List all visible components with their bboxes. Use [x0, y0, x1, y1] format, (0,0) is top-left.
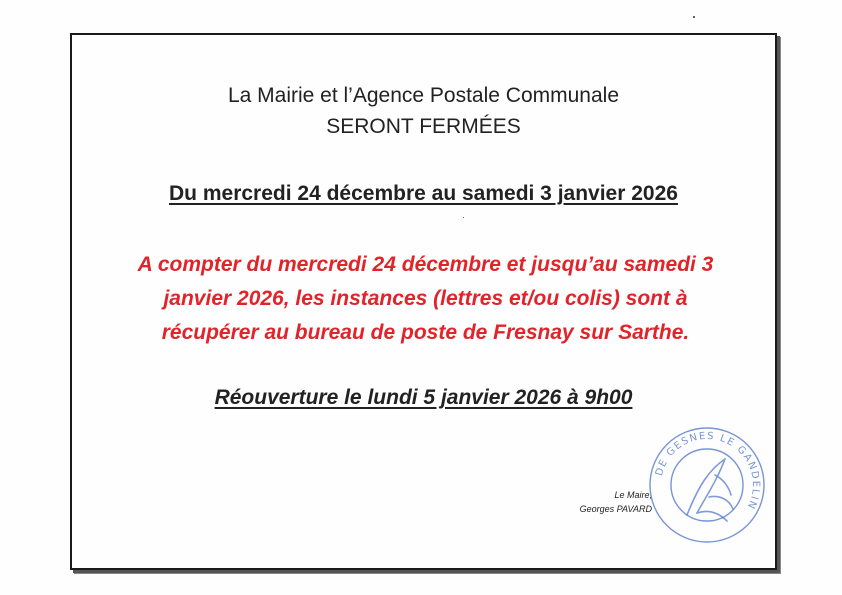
reopening-date: Réouverture le lundi 5 janvier 2026 à 9h00	[214, 386, 633, 409]
instructions-line-2: janvier 2026, les instances (lettres et/ou colis) sont à	[163, 287, 688, 310]
mairie-stamp	[647, 425, 767, 545]
notice-frame	[70, 33, 777, 570]
stamp-ring-text: DE GESNES LE GANDELIN	[653, 430, 762, 512]
instructions-line-1: A compter du mercredi 24 décembre et jusqu’au samedi 3	[137, 253, 714, 276]
closure-dates: Du mercredi 24 décembre au samedi 3 janvier 2026	[169, 182, 678, 205]
instructions-block	[80, 248, 771, 350]
scan-speck	[693, 16, 695, 18]
signature-title: Le Maire,	[614, 490, 652, 500]
signature-name: Georges PAVARD	[579, 504, 652, 514]
instructions-line-3: récupérer au bureau de poste de Fresnay sur Sarthe.	[161, 321, 690, 344]
heading-line-1: La Mairie et l’Agence Postale Communale	[227, 84, 620, 107]
signature-block	[542, 488, 652, 516]
heading-line-2: SERONT FERMÉES	[326, 115, 521, 138]
